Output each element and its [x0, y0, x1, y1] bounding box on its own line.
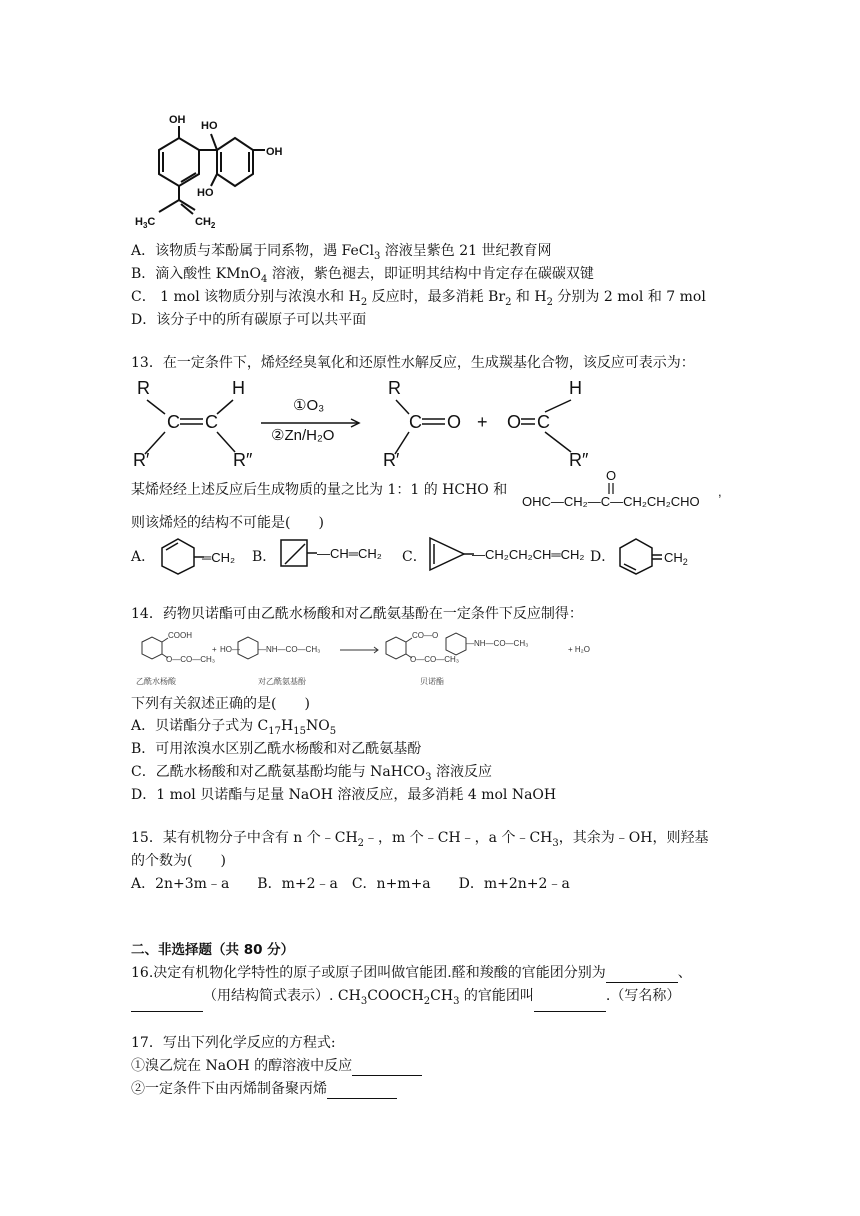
svg-text:C: C	[205, 412, 218, 432]
svg-text:—CH₂CH₂CH═CH₂: —CH₂CH₂CH═CH₂	[472, 547, 585, 562]
svg-text:+ H₂O: + H₂O	[568, 645, 590, 654]
q14-reaction-scheme	[128, 628, 608, 690]
q16-blank-2[interactable]	[131, 997, 203, 1012]
q14-caption-acetylsalicylic: 乙酰水杨酸	[136, 677, 176, 686]
q14-caption-benorilate: 贝诺酯	[420, 677, 444, 686]
svg-text:+: +	[212, 645, 217, 654]
svg-text:H3C: $H_3C$	[135, 216, 156, 230]
q17-blank-2[interactable]	[327, 1084, 397, 1099]
q14-option-b: B．可用浓溴水区别乙酰水杨酸和对乙酰氨基酚	[131, 741, 422, 757]
q12-label-ch2: CH	[195, 216, 211, 228]
svg-text:COOH: COOH	[168, 631, 192, 640]
q13-line2: 某烯烃经上述反应后生成物质的量之比为 1：1 的 HCHO 和	[131, 482, 508, 498]
q13-line3: 则该烯烃的结构不可能是( )	[131, 515, 324, 531]
q15-stem: 15．某有机物分子中含有 n 个$﹣CH_2﹣$，m 个﹣CH﹣，a 个$﹣CH_3$，其余为﹣OH，则羟基	[131, 830, 709, 849]
svg-text:R′: R′	[383, 450, 400, 470]
q16-blank-1[interactable]	[606, 968, 678, 983]
q13-option-c-structure	[424, 534, 600, 576]
svg-text:O: O	[507, 412, 522, 432]
svg-text:R′: R′	[133, 450, 150, 470]
q17-item-2: ②一定条件下由丙烯制备聚丙烯	[131, 1079, 397, 1099]
q17-blank-1[interactable]	[352, 1061, 422, 1076]
svg-text:+: +	[477, 412, 488, 432]
q13-product-structure	[518, 466, 728, 512]
q12-option-c: C． 1 mol 该物质分别与浓溴水和 $H_2$ 反应时，最多消耗 $Br_2$ 和 $H_2$ 分别为 2 mol 和 7 mol	[131, 289, 706, 308]
svg-text:R: R	[137, 378, 150, 398]
svg-text:O—CO—CH₃: O—CO—CH₃	[410, 655, 460, 664]
q13-option-c-label: C．	[402, 549, 427, 565]
svg-text:H: H	[569, 378, 582, 398]
svg-text:CH2: $CH_2$	[664, 550, 688, 567]
q13-option-d-structure	[610, 536, 710, 576]
svg-text:②Zn/H₂O: ②Zn/H₂O	[271, 427, 335, 444]
svg-text:CH2: $CH_2$	[195, 216, 216, 230]
q17-stem: 17．写出下列化学反应的方程式:	[131, 1035, 336, 1051]
q12-option-d: D．该分子中的所有碳原子可以共平面	[131, 312, 367, 328]
section2-title: 二、非选择题（共 80 分）	[131, 942, 295, 958]
q12-structure-diagram	[125, 108, 295, 233]
q12-option-b: B．滴入酸性 KMnO$_4$ 溶液，紫色褪去，即证明其结构中肯定存在碳碳双键	[131, 266, 594, 285]
q16-line2: （用结构简式表示）. $CH_3COOCH_2CH_3$ 的官能团叫 .（写名称）	[131, 986, 680, 1012]
svg-text:—CH═CH₂: —CH═CH₂	[317, 546, 382, 561]
q13-option-a-label: A．	[131, 549, 156, 565]
svg-text:O: O	[447, 412, 462, 432]
svg-text:—NH—CO—CH₃: —NH—CO—CH₃	[258, 645, 321, 654]
svg-text:O: O	[606, 468, 617, 483]
q13-option-b-structure	[275, 534, 405, 574]
svg-text:①O₃: ①O₃	[293, 397, 325, 414]
svg-text:R″: R″	[233, 450, 253, 470]
q14-caption-paracetamol: 对乙酰氨基酚	[258, 677, 306, 686]
q14-option-d: D．1 mol 贝诺酯与足量 NaOH 溶液反应，最多消耗 4 mol NaOH	[131, 787, 557, 803]
q13-stem: 13．在一定条件下，烯烃经臭氧化和还原性水解反应，生成羰基化合物，该反应可表示为：	[131, 355, 695, 371]
svg-text:R″: R″	[569, 450, 589, 470]
svg-text:C: C	[409, 412, 422, 432]
svg-text:O—CO—CH₃: O—CO—CH₃	[166, 655, 216, 664]
svg-text:,: ,	[718, 484, 722, 499]
q13-option-a-structure	[152, 536, 244, 576]
svg-text:CO—O: CO—O	[412, 631, 439, 640]
svg-text:C: C	[537, 412, 550, 432]
q16-blank-3[interactable]	[534, 997, 606, 1012]
q12-label-h3c: H	[135, 216, 143, 228]
q16-line1: 16.决定有机物化学特性的原子或原子团叫做官能团.醛和羧酸的官能团分别为 、	[131, 965, 692, 981]
q13-reaction-scheme	[125, 374, 630, 472]
q17-item-1: ①溴乙烷在 NaOH 的醇溶液中反应	[131, 1056, 422, 1076]
q14-option-a: A．贝诺酯分子式为 $C_{17}H_{15}NO_5$	[131, 718, 337, 737]
q14-option-c: C．乙酰水杨酸和对乙酰氨基酚均能与 NaHCO$_3$ 溶液反应	[131, 764, 492, 783]
svg-text:C: C	[167, 412, 180, 432]
q12-label-ho4: HO	[197, 187, 214, 199]
q13-option-d-label: D．	[590, 549, 616, 565]
svg-text:═CH₂: ═CH₂	[202, 550, 236, 565]
q12-option-a: A．该物质与苯酚属于同系物，遇 FeCl$_3$ 溶液呈紫色 21 世纪教育网	[131, 243, 552, 262]
q14-stem: 14．药物贝诺酯可由乙酰水杨酸和对乙酰氨基酚在一定条件下反应制得：	[131, 606, 583, 622]
q12-label-oh1: OH	[169, 114, 186, 126]
q15-options: A．2n+3m﹣a B．m+2﹣a C．n+m+a D．m+2n+2﹣a	[131, 876, 570, 892]
q12-label-c: C	[147, 216, 156, 228]
svg-text:HO—: HO—	[220, 645, 240, 654]
q14-line2: 下列有关叙述正确的是( )	[131, 696, 310, 712]
q15-line2: 的个数为( )	[131, 853, 226, 869]
svg-text:H: H	[232, 378, 245, 398]
svg-text:R: R	[388, 378, 401, 398]
svg-text:—NH—CO—CH₃: —NH—CO—CH₃	[466, 639, 529, 648]
q12-label-oh3: OH	[266, 146, 283, 158]
svg-text:OHC—CH₂—C—CH₂CH₂CHO: OHC—CH₂—C—CH₂CH₂CHO	[522, 494, 700, 509]
q13-option-b-label: B．	[252, 549, 277, 565]
q12-label-ho2: HO	[201, 120, 218, 132]
